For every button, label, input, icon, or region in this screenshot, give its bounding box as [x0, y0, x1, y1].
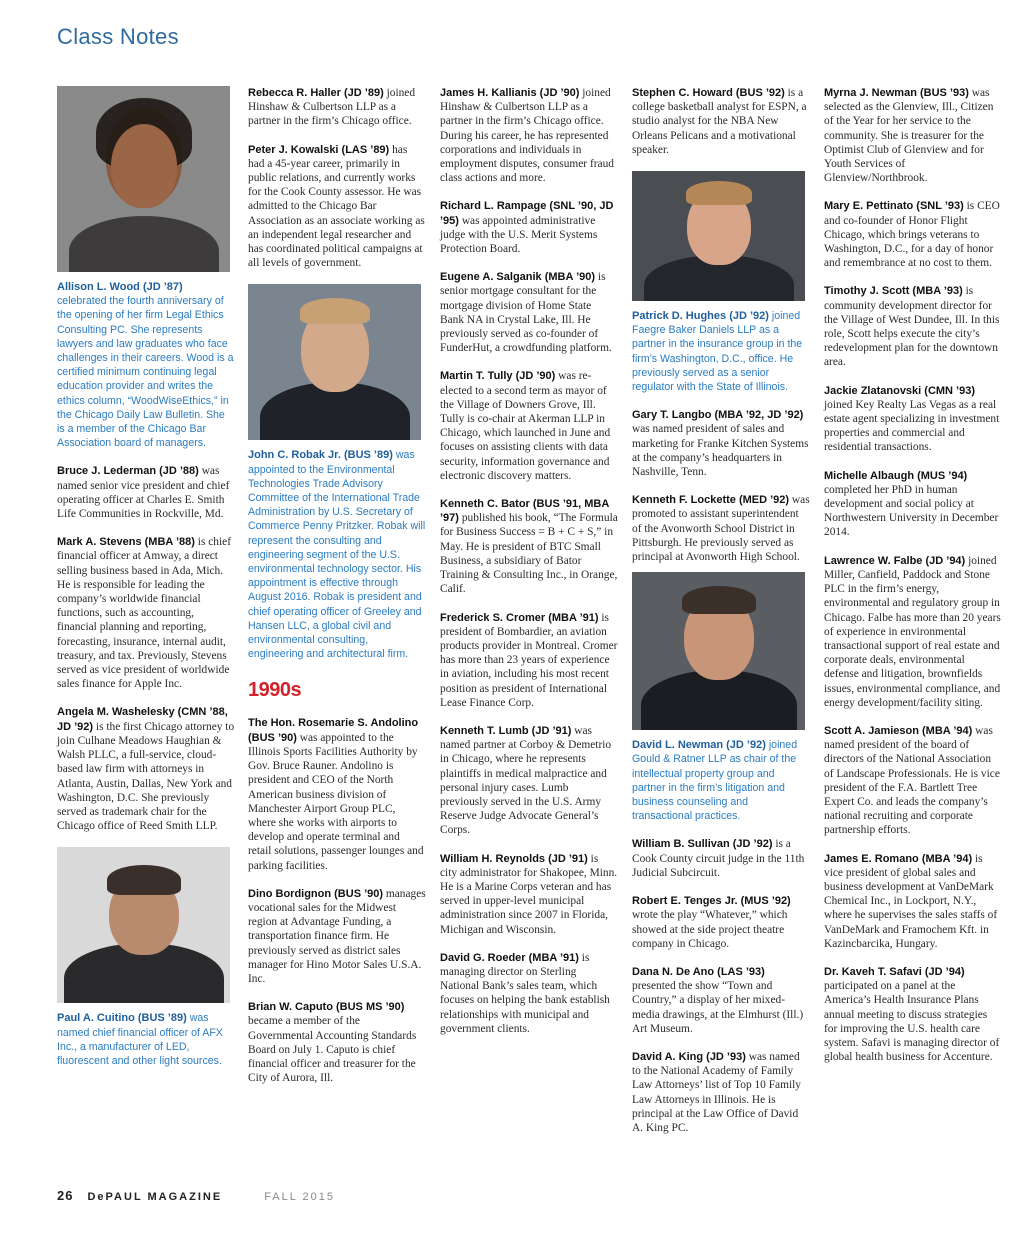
alumnus-name: Myrna J. Newman (BUS ’93): [824, 87, 969, 99]
note-william-reynolds: William H. Reynolds (JD ’91) is city administrator for Shakopee, Minn. He is a Marine Corps veteran and has served in upper-level municipal administration since 2007 in Florida, Michigan and Wisconsin.: [440, 852, 618, 936]
magazine-name: DePAUL MAGAZINE: [87, 1191, 223, 1203]
note-martin-tully: Martin T. Tully (JD ’90) was re-elected to a second term as mayor of the Village of Downers Grove, Ill. Tully is co-chair at Akerman LLP in Chicago, which launched in June and focuses on assisting clients with data security, information governance and electronic discovery matters.: [440, 370, 611, 482]
alumnus-name: Brian W. Caputo (BUS MS ’90): [248, 1001, 405, 1014]
alumnus-name: Rebecca R. Haller (JD ’89): [248, 87, 384, 99]
note-robert-tenges: Robert E. Tenges Jr. (MUS ’92) wrote the play “Whatever,” which showed at the side project theatre company in Chicago.: [632, 895, 791, 950]
alumnus-name: Frederick S. Cromer (MBA ’91): [440, 611, 599, 624]
issue-date: FALL 2015: [264, 1191, 335, 1203]
note-rebecca-haller: Rebecca R. Haller (JD ’89) joined Hinshaw & Culbertson LLP as a partner in the firm’s Chicago office.: [248, 87, 416, 128]
note-michelle-albaugh: Michelle Albaugh (MUS ’94) completed her PhD in human development and social policy at Northwestern University in December 2014.: [824, 469, 999, 539]
note-frederick-cromer: Frederick S. Cromer (MBA ’91) is president of Bombardier, an aviation products provider in Montreal. Cromer has more than 23 years of experience in aviation, including his most recent position as president of International Lease Finance Corp.: [440, 611, 618, 709]
alumnus-name: Dino Bordignon (BUS ’90): [248, 887, 384, 900]
alumnus-name: Paul A. Cuitino (BUS ’89): [57, 1012, 187, 1025]
alumnus-name: Eugene A. Salganik (MBA ’90): [440, 271, 596, 284]
note-stephen-howard: Stephen C. Howard (BUS ’92) is a college basketball analyst for ESPN, a studio analyst for the NBA New Orleans Pelicans and a motivational speaker.: [632, 87, 807, 156]
note-mark-stevens: Mark A. Stevens (MBA ’88) is chief financial officer at Amway, a direct selling business based in Ada, Mich. He is responsible for leading the company’s worldwide financial functions, such as accounting, financial planning and reporting, forecasting, insurance, internal audit, treasury, and tax. Previously, Stevens served as vice president of worldwide sales finance for Apple Inc.: [57, 536, 232, 691]
alumnus-name: The Hon. Rosemarie S. Andolino (BUS ’90): [248, 717, 419, 744]
alumnus-name: David G. Roeder (MBA ’91): [440, 951, 579, 964]
note-timothy-scott: Timothy J. Scott (MBA ’93) is community development director for the Village of West Dundee, Ill. In this role, Scott helps execute the city’s redevelopment plan for the downtown area.: [824, 285, 1000, 369]
note-rosemarie-andolino: The Hon. Rosemarie S. Andolino (BUS ’90) was appointed to the Illinois Sports Facilities Authority by Gov. Bruce Rauner. Andolino is president and CEO of the North American business division of Manchester Airport Group PLC, where she works with airports to develop and operate terminal and retail solutions, passenger lounges and parking facilities.: [248, 717, 424, 872]
note-dino-bordignon: Dino Bordignon (BUS ’90) manages vocational sales for the Midwest region at Advantage Funding, a transportation finance firm. He previously served as district sales manager for Hino Motor Sales U.S.A. Inc.: [248, 887, 426, 985]
alumnus-name: Mark A. Stevens (MBA ’88): [57, 536, 195, 549]
alumnus-name: Dana N. De Ano (LAS ’93): [632, 965, 765, 978]
alumnus-name: John C. Robak Jr. (BUS ’89): [248, 449, 393, 462]
alumnus-name: Kenneth C. Bator (BUS ’91, MBA ’97): [440, 498, 609, 525]
note-dana-de-ano: Dana N. De Ano (LAS ’93) presented the show “Town and Country,” a display of her mixed-media drawings, at the Elmhurst (Ill.) Art Museum.: [632, 965, 804, 1035]
photo-patrick-hughes: [632, 171, 805, 301]
alumnus-name: David L. Newman (JD ’92): [632, 739, 766, 752]
photo-allison-wood: [57, 86, 230, 272]
column-2: [248, 86, 426, 1099]
note-bruce-lederman: Bruce J. Lederman (JD ’88) was named senior vice president and chief operating officer at Charles E. Smith Life Communities in Rockville, Md.: [57, 465, 230, 521]
note-kenneth-lumb: Kenneth T. Lumb (JD ’91) was named partner at Corboy & Demetrio in Chicago, where he represents plaintiffs in medical malpractice and personal injury cases. Lumb previously served in the U.S. Army Reserve Judge Advocate General’s Corps.: [440, 724, 612, 837]
alumnus-name: Michelle Albaugh (MUS ’94): [824, 469, 968, 482]
column-3: [440, 86, 618, 1050]
note-paul-cuitino: Paul A. Cuitino (BUS ’89) was named chief financial officer of AFX Inc., a manufacturer of LED, fluorescent and other light sources.: [57, 1012, 223, 1067]
note-angela-washelesky: Angela M. Washelesky (CMN ’88, JD ’92) is the first Chicago attorney to join Culhane Meadows Haughian & Walsh PLLC, a full-service, cloud-based law firm with attorneys in Atlanta, Austin, Dallas, New York and Washington, D.C. She previously served as trademark chair for the Chicago office of Reed Smith LLP.: [57, 706, 235, 833]
alumnus-name: Scott A. Jamieson (MBA ’94): [824, 724, 973, 737]
alumnus-name: Mary E. Pettinato (SNL ’93): [824, 200, 964, 213]
alumnus-name: Richard L. Rampage (SNL ’90, JD ’95): [440, 200, 614, 227]
alumnus-name: James H. Kallianis (JD ’90): [440, 87, 580, 99]
note-kenneth-bator: Kenneth C. Bator (BUS ’91, MBA ’97) published his book, “The Formula for Business Success = B + C + S,” in May. He is president of BTC Small Business, a subsidiary of Bator Training & Consulting Inc., in Orange, Calif.: [440, 498, 618, 596]
alumnus-name: Allison L. Wood (JD ’87): [57, 281, 183, 293]
alumnus-name: David A. King (JD ’93): [632, 1050, 746, 1063]
page-number: 26: [57, 1188, 74, 1203]
note-william-sullivan: William B. Sullivan (JD ’92) is a Cook County circuit judge in the 11th Judicial Subcircuit.: [632, 838, 805, 879]
alumnus-name: William B. Sullivan (JD ’92): [632, 838, 773, 851]
note-david-roeder: David G. Roeder (MBA ’91) is managing director on Sterling National Bank’s sales team, which focuses on helping the bank establish relationships with municipal and government clients.: [440, 951, 610, 1035]
alumnus-name: Dr. Kaveh T. Safavi (JD ’94): [824, 965, 965, 978]
note-david-newman: David L. Newman (JD ’92) joined Gould & Ratner LLP as chair of the intellectual property group and partner in the firm’s litigation and business counseling and transactional practices.: [632, 739, 798, 823]
note-james-kallianis: James H. Kallianis (JD ’90) joined Hinshaw & Culbertson LLP as a partner in the firm’s Chicago office. During his career, he has represented corporations and individuals in employment disputes, consumer fraud class actions and more.: [440, 87, 614, 185]
page-footer: [57, 1188, 335, 1203]
note-kenneth-lockette: Kenneth F. Lockette (MED ’92) was promoted to assistant superintendent of the Avonworth School District in Pittsburgh. He previously served as principal at Avonworth High School.: [632, 494, 810, 564]
alumnus-name: Kenneth F. Lockette (MED ’92): [632, 494, 790, 507]
alumnus-name: Bruce J. Lederman (JD ’88): [57, 465, 199, 478]
column-1: [57, 86, 235, 1082]
note-patrick-hughes: Patrick D. Hughes (JD ’92) joined Faegre Baker Daniels LLP as a partner in the insurance group in the firm’s Washington, D.C., office. He previously served as a senior regulator with the State of Illinois.: [632, 310, 803, 394]
note-jackie-zlatanovski: Jackie Zlatanovski (CMN ’93) joined Key Realty Las Vegas as a real estate agent specializing in investment properties and commercial and residential transactions.: [824, 384, 1000, 454]
note-myrna-newman: Myrna J. Newman (BUS ’93) was selected as the Glenview, Ill., Citizen of the Year for her service to the community. She is treasurer for the Optimist Club of Glenview and for Youth Services of Glenview/Northbrook.: [824, 87, 994, 185]
note-john-robak: John C. Robak Jr. (BUS ’89) was appointed to the Environmental Technologies Trade Advisory Committee of the International Trade Administration by U.S. Secretary of Commerce Penny Pritzker. Robak will represent the consulting and engineering segment of the U.S. environmental technology sector. His appointment is effective through August 2016. Robak is president and chief operating officer of Greeley and Hansen LLC, a global civil and environmental consulting, engineering and architectural firm.: [248, 449, 426, 661]
note-allison-wood: Allison L. Wood (JD ’87) celebrated the fourth anniversary of the opening of her firm Legal Ethics Consulting PC. She represents lawyers and law graduates who face challenges in their careers. Wood is a certified minimum continuing legal education provider and writes the ethics column, “WoodWiseEthics,” in the Chicago Daily Law Bulletin. She is a member of the Chicago Bar Association board of managers.: [57, 281, 234, 450]
note-david-king: David A. King (JD ’93) was named to the National Academy of Family Law Attorneys’ list of Top 10 Family Law Attorneys in Illinois. He is principal at the Law Office of David A. King PC.: [632, 1050, 801, 1134]
alumnus-name: Gary T. Langbo (MBA ’92, JD ’92): [632, 409, 804, 422]
alumnus-name: Angela M. Washelesky (CMN ’88, JD ’92): [57, 706, 228, 733]
alumnus-name: Jackie Zlatanovski (CMN ’93): [824, 384, 976, 397]
note-eugene-salganik: Eugene A. Salganik (MBA ’90) is senior mortgage consultant for the mortgage division of Home State Bank NA in Crystal Lake, Ill. He previously served as co-founder of FunderHut, a crowdfunding platform.: [440, 271, 612, 355]
alumnus-name: Stephen C. Howard (BUS ’92): [632, 87, 785, 99]
note-lawrence-falbe: Lawrence W. Falbe (JD ’94) joined Miller, Canfield, Paddock and Stone PLC in the firm’s energy, environmental and regulatory group in Chicago. Falbe has more than 20 years of experience in environmental transactional support of real estate and corporate deals, environmental defense and litigation, brownfields issues, environmental compliance, and energy development/facility siting.: [824, 554, 1001, 709]
note-peter-kowalski: Peter J. Kowalski (LAS ’89) has had a 45-year career, primarily in public relations, and currently works for the Cook County assessor. He was admitted to the Chicago Bar Association as an associate working as an independent legal researcher and has coordinated political campaigns at all levels of government.: [248, 143, 425, 270]
column-5: [824, 86, 1002, 1078]
alumnus-name: Martin T. Tully (JD ’90): [440, 370, 556, 383]
note-scott-jamieson: Scott A. Jamieson (MBA ’94) was named president of the board of directors of the National Association of Landscape Professionals. He is vice president of the F.A. Bartlett Tree Expert Co. and leads the company’s national recruiting and corporate partnership efforts.: [824, 724, 1000, 837]
section-title: Class Notes: [57, 24, 179, 49]
alumnus-name: Kenneth T. Lumb (JD ’91): [440, 724, 572, 737]
alumnus-name: Timothy J. Scott (MBA ’93): [824, 285, 963, 298]
note-kaveh-safavi: Dr. Kaveh T. Safavi (JD ’94) participated on a panel at the America’s Health Insurance Plans annual meeting to discuss strategies for improving the U.S. health care system. Safavi is managing director of global health business for Accenture.: [824, 965, 1000, 1064]
alumnus-name: William H. Reynolds (JD ’91): [440, 852, 588, 865]
alumnus-name: Peter J. Kowalski (LAS ’89): [248, 143, 390, 156]
photo-john-robak: [248, 284, 421, 440]
photo-paul-cuitino: [57, 847, 230, 1003]
alumnus-name: Robert E. Tenges Jr. (MUS ’92): [632, 895, 791, 908]
alumnus-name: Lawrence W. Falbe (JD ’94): [824, 554, 966, 567]
alumnus-name: James E. Romano (MBA ’94): [824, 852, 973, 865]
note-brian-caputo: Brian W. Caputo (BUS MS ’90) became a member of the Governmental Accounting Standards Board on July 1. Caputo is chief financial officer and treasurer for the City of Aurora, Ill.: [248, 1001, 417, 1085]
note-richard-rampage: Richard L. Rampage (SNL ’90, JD ’95) was appointed administrative judge with the U.S. Merit Systems Protection Board.: [440, 200, 614, 256]
note-james-romano: James E. Romano (MBA ’94) is vice president of global sales and business development at VanDeMark Chemical Inc., in Lockport, N.Y., where he supervises the sales staffs of VanDeMark and Framochem Kft. in Kazincbarcika, Hungary.: [824, 852, 998, 950]
alumnus-name: Patrick D. Hughes (JD ’92): [632, 310, 769, 323]
decade-heading: 1990s: [248, 679, 302, 702]
note-mary-pettinato: Mary E. Pettinato (SNL ’93) is CEO and co-founder of Honor Flight Chicago, which brings veterans to Washington, D.C., for a day of honor and remembrance at no cost to them.: [824, 200, 1000, 270]
photo-david-newman: [632, 572, 805, 730]
column-4: [632, 86, 810, 1149]
note-gary-langbo: Gary T. Langbo (MBA ’92, JD ’92) was named president of sales and marketing for Franke Kitchen Systems at the company’s headquarters in Nashville, Tenn.: [632, 409, 809, 479]
